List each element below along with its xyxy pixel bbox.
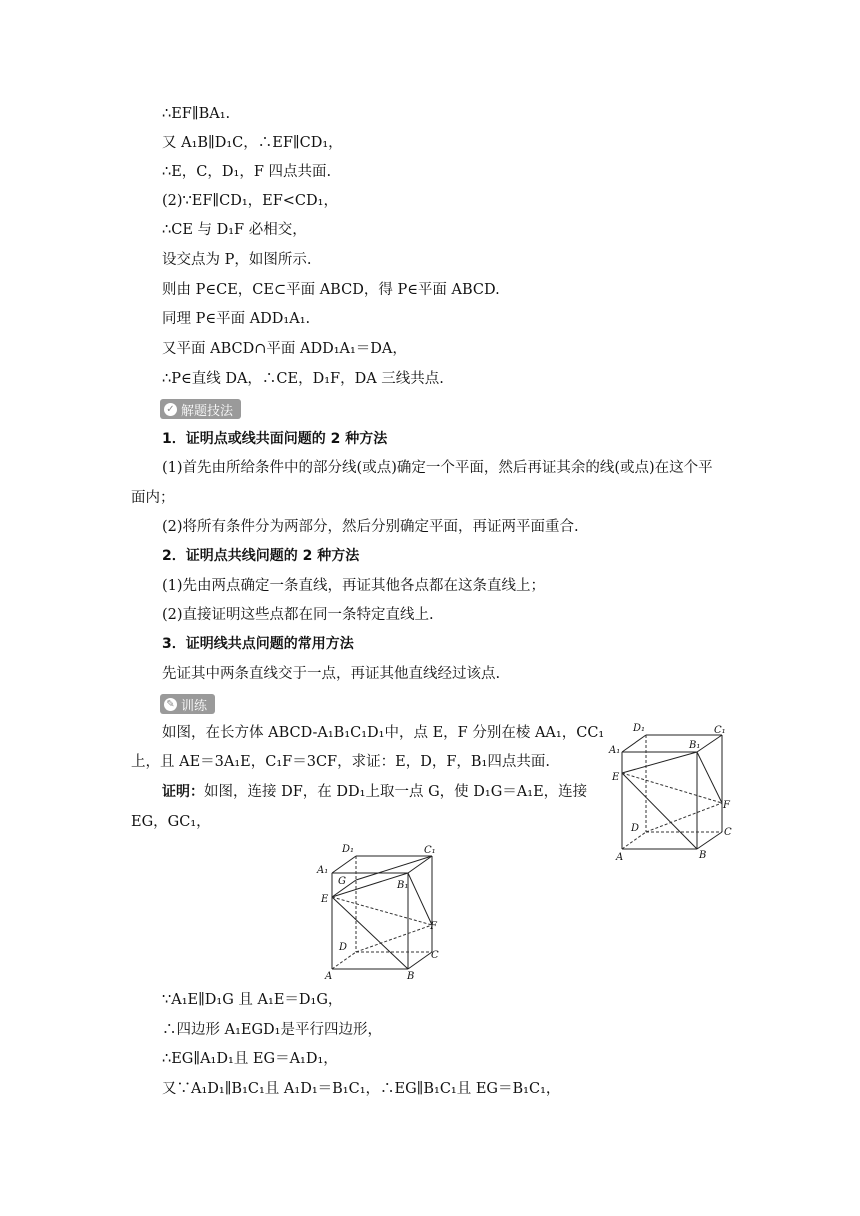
method-text: (2)直接证明这些点都在同一条特定直线上. [162, 607, 434, 623]
proof-line: ∴E，C，D₁，F 四点共面. [162, 164, 332, 180]
problem-text: 如图，在长方体 ABCD-A₁B₁C₁D₁中，点 E，F 分别在棱 AA₁，CC₁ [162, 725, 605, 741]
method-text: (1)首先由所给条件中的部分线(或点)确定一个平面，然后再证其余的线(或点)在这个平 [162, 460, 713, 476]
check-icon: ✓ [164, 403, 177, 416]
proof-line: 则由 P∈CE，CE⊂平面 ABCD，得 P∈平面 ABCD. [162, 282, 500, 298]
proof-line: ∴四边形 A₁EGD₁是平行四边形， [162, 1022, 382, 1038]
proof-line: 又 A₁B∥D₁C，∴EF∥CD₁， [162, 135, 343, 151]
cuboid-figure-2 [312, 838, 450, 984]
label-A: A [616, 852, 624, 863]
proof-line: ∴EG∥A₁D₁且 EG＝A₁D₁， [162, 1051, 338, 1067]
problem-text: 上，且 AE＝3A₁E，C₁F＝3CF，求证：E，D，F，B₁四点共面. [131, 754, 550, 770]
label-F: F [430, 921, 437, 932]
label-E: E [612, 772, 620, 783]
label-D: D [631, 823, 640, 834]
label-C: C [724, 827, 732, 838]
label-D1: D₁ [633, 723, 646, 734]
proof-line: ∴P∈直线 DA，∴CE，D₁F，DA 三线共点. [162, 371, 444, 387]
label-D: D [339, 942, 348, 953]
label-E: E [321, 894, 329, 905]
label-C: C [431, 950, 439, 961]
proof-start [162, 782, 587, 802]
method-text: (1)先由两点确定一条直线，再证其他各点都在这条直线上； [162, 578, 546, 594]
proof-line: ∴CE 与 D₁F 必相交， [162, 222, 307, 238]
proof-line: 又平面 ABCD∩平面 ADD₁A₁＝DA， [162, 341, 407, 357]
pencil-icon: ✎ [164, 698, 177, 711]
proof-line: ∴EF∥BA₁. [162, 106, 231, 122]
method-badge [160, 399, 241, 419]
method-text: 先证其中两条直线交于一点，再证其他直线经过该点. [162, 666, 501, 682]
train-badge [160, 694, 215, 714]
label-B1: B₁ [689, 740, 701, 751]
proof-line: 同理 P∈平面 ADD₁A₁. [162, 311, 311, 327]
proof-line: 设交点为 P，如图所示. [162, 252, 312, 268]
proof-line: (2)∵EF∥CD₁，EF<CD₁， [162, 193, 338, 209]
label-F: F [723, 800, 730, 811]
proof-text: 如图，连接 DF，在 DD₁上取一点 G，使 D₁G＝A₁E，连接 [204, 784, 588, 800]
label-C1: C₁ [714, 725, 726, 736]
label-A1: A₁ [609, 745, 621, 756]
proof-text: EG，GC₁， [131, 814, 211, 830]
method-text: (2)将所有条件分为两部分，然后分别确定平面，再证两平面重合. [162, 519, 579, 535]
label-G: G [338, 876, 346, 887]
proof-label: 证明： [162, 784, 204, 800]
proof-line: ∵A₁E∥D₁G 且 A₁E＝D₁G， [162, 992, 343, 1008]
cuboid-figure-1 [606, 718, 746, 864]
label-B: B [407, 971, 415, 982]
method-heading: 1．证明点或线共面问题的 2 种方法 [162, 431, 388, 447]
label-A: A [325, 971, 333, 982]
label-A1: A₁ [317, 865, 329, 876]
train-badge-label: 训练 [181, 698, 208, 714]
label-B: B [699, 850, 707, 861]
method-heading: 3．证明线共点问题的常用方法 [162, 636, 354, 652]
method-heading: 2．证明点共线问题的 2 种方法 [162, 548, 360, 564]
label-B1: B₁ [397, 880, 409, 891]
proof-line: 又∵A₁D₁∥B₁C₁且 A₁D₁＝B₁C₁，∴EG∥B₁C₁且 EG＝B₁C₁， [162, 1081, 561, 1097]
label-C1: C₁ [424, 845, 436, 856]
method-badge-label: 解题技法 [181, 403, 234, 419]
label-D1: D₁ [342, 844, 355, 855]
method-text: 面内； [131, 490, 175, 506]
